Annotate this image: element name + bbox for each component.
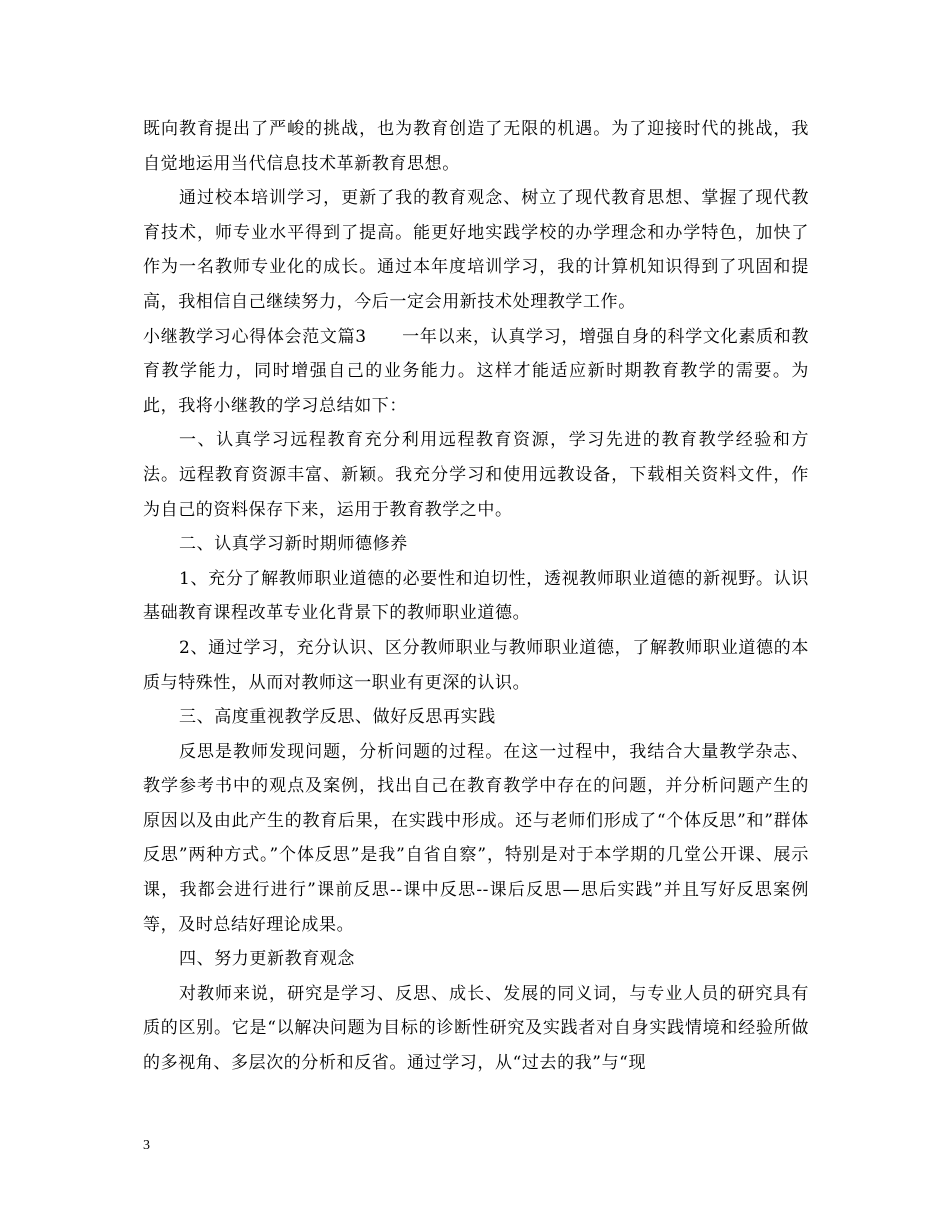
section-heading: 四、努力更新教育观念 bbox=[179, 949, 355, 970]
section-heading: 二、认真学习新时期师德修养 bbox=[179, 534, 408, 555]
paragraph: 1、充分了解教师职业道德的必要性和迫切性，透视教师职业道德的新视野。认识基础教育课程改革专业化背景下的教师职业道德。 bbox=[143, 568, 809, 624]
section-heading: 三、高度重视教学反思、做好反思再实践 bbox=[179, 707, 496, 728]
page-number: 3 bbox=[143, 1138, 150, 1153]
paragraph: 2、通过学习，充分认识、区分教师职业与教师职业道德，了解教师职业道德的本质与特殊性，从而对教师这一职业有更深的认识。 bbox=[143, 637, 809, 693]
document-body bbox=[143, 112, 809, 1081]
paragraph: 小继教学习心得体会范文篇3 一年以来，认真学习，增强自身的科学文化素质和教育教学能力，同时增强自己的业务能力。这样才能适应新时期教育教学的需要。为此，我将小继教的学习总结如下： bbox=[143, 326, 809, 416]
paragraph: 对教师来说，研究是学习、反思、成长、发展的同义词，与专业人员的研究具有质的区别。它是“以解决问题为目标的诊断性研究及实践者对自身实践情境和经验所做的多视角、多层次的分析和反省。通过学习，从“过去的我”与“现 bbox=[143, 983, 809, 1074]
paragraph: 通过校本培训学习，更新了我的教育观念、树立了现代教育思想、掌握了现代教育技术，师专业水平得到了提高。能更好地实践学校的办学理念和办学特色，加快了作为一名教师专业化的成长。通过本年度培训学习，我的计算机知识得到了巩固和提高，我相信自己继续努力，今后一定会用新技术处理教学工作。 bbox=[143, 188, 809, 312]
paragraph: 反思是教师发现问题，分析问题的过程。在这一过程中，我结合大量教学杂志、教学参考书中的观点及案例，找出自己在教育教学中存在的问题，并分析问题产生的原因以及由此产生的教育后果，在实践中形成。还与老师们形成了“个体反思”和”群体反思”两种方式。”个体反思”是我”自省自察”，特别是对于本学期的几堂公开课、展示课，我都会进行进行”课前反思--课中反思--课后反思—思后实践”并且写好反思案例等，及时总结好理论成果。 bbox=[143, 741, 809, 935]
paragraph: 一、认真学习远程教育充分利用远程教育资源，学习先进的教育教学经验和方法。远程教育资源丰富、新颖。我充分学习和使用远教设备，下载相关资料文件，作为自己的资料保存下来，运用于教育教学之中。 bbox=[143, 430, 809, 520]
paragraph: 既向教育提出了严峻的挑战，也为教育创造了无限的机遇。为了迎接时代的挑战，我自觉地运用当代信息技术革新教育思想。 bbox=[143, 119, 809, 174]
